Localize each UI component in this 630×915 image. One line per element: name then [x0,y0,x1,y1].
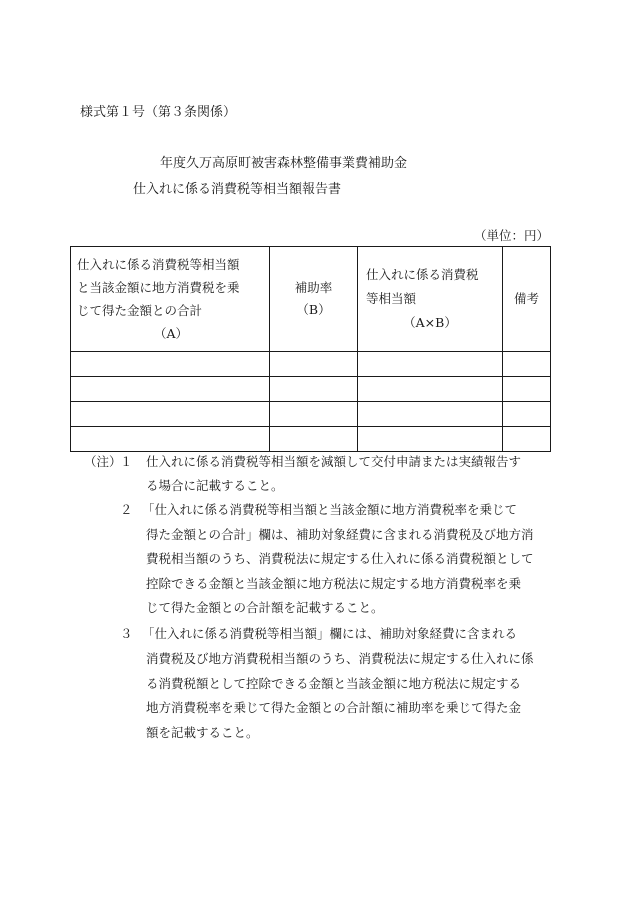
form-label: 様式第１号（第３条関係） [80,105,237,120]
report-table [70,246,551,452]
table-cell[interactable] [71,377,270,402]
table-cell[interactable] [503,427,551,452]
table-cell[interactable] [270,377,358,402]
table-row [71,427,551,452]
note-line: 地方消費税率を乗じて得た金額との合計額に補助率を乗じて得た金 [146,700,522,715]
note-line: 得た金額との合計」欄は、補助対象経費に含まれる消費税及び地方消 [146,527,534,542]
table-cell[interactable] [270,402,358,427]
header-cell-a [71,247,270,352]
header-a-line: じて得た金額との合計 [77,303,203,318]
header-cell-c [358,247,503,352]
header-cell-d [503,247,551,352]
table-cell[interactable] [503,402,551,427]
header-c-symbol: （A×B） [403,315,457,330]
header-a-line: 仕入れに係る消費税等相当額 [77,257,240,272]
note-line: 消費税及び地方消費税相当額のうち、消費税法に規定する仕入れに係 [146,651,534,666]
table-cell[interactable] [270,352,358,377]
report-title-line1: 年度久万高原町被害森林整備事業費補助金 [160,156,408,171]
table-header-row [71,247,551,352]
header-a-line: と当該金額に地方消費税を乗 [77,280,240,295]
header-d-label: 備考 [513,291,539,306]
note-line: 仕入れに係る消費税等相当額を減額して交付申請または実績報告す [146,454,522,469]
note-line: 控除できる金額と当該金額に地方税法に規定する地方消費税率を乗 [146,576,522,591]
note-line: る消費税額として控除できる金額と当該金額に地方税法に規定する [146,676,522,691]
table-row [71,377,551,402]
header-b-symbol: （B） [296,302,331,317]
header-cell-b [270,247,358,352]
table-cell[interactable] [71,402,270,427]
table-row [71,352,551,377]
header-c-line: 等相当額 [366,291,417,306]
table-cell[interactable] [358,402,503,427]
note-line: 「仕入れに係る消費税等相当額と当該金額に地方消費税率を乗じて [142,502,518,517]
table-cell[interactable] [358,352,503,377]
table-row [71,402,551,427]
table-cell[interactable] [358,377,503,402]
note-number: １ [120,454,133,469]
table-cell[interactable] [71,427,270,452]
table-cell[interactable] [503,377,551,402]
header-b-label: 補助率 [294,280,333,295]
table-cell[interactable] [358,427,503,452]
header-a-symbol: （A） [153,326,189,341]
note-number: ３ [120,626,133,641]
header-c-line: 仕入れに係る消費税 [366,267,479,282]
table-cell[interactable] [503,352,551,377]
notes-intro: （注） [84,454,122,469]
report-title-line2: 仕入れに係る消費税等相当額報告書 [133,182,342,197]
table-cell[interactable] [270,427,358,452]
table-cell[interactable] [71,352,270,377]
note-line: 額を記載すること。 [146,725,259,740]
note-line: じて得た金額との合計額を記載すること。 [146,600,384,615]
note-line: 「仕入れに係る消費税等相当額」欄には、補助対象経費に含まれる [142,626,518,641]
note-number: ２ [120,502,133,517]
note-line: る場合に記載すること。 [146,478,284,493]
unit-label: （単位：円） [473,228,549,243]
note-line: 費税相当額のうち、消費税法に規定する仕入れに係る消費税額として [146,551,534,566]
